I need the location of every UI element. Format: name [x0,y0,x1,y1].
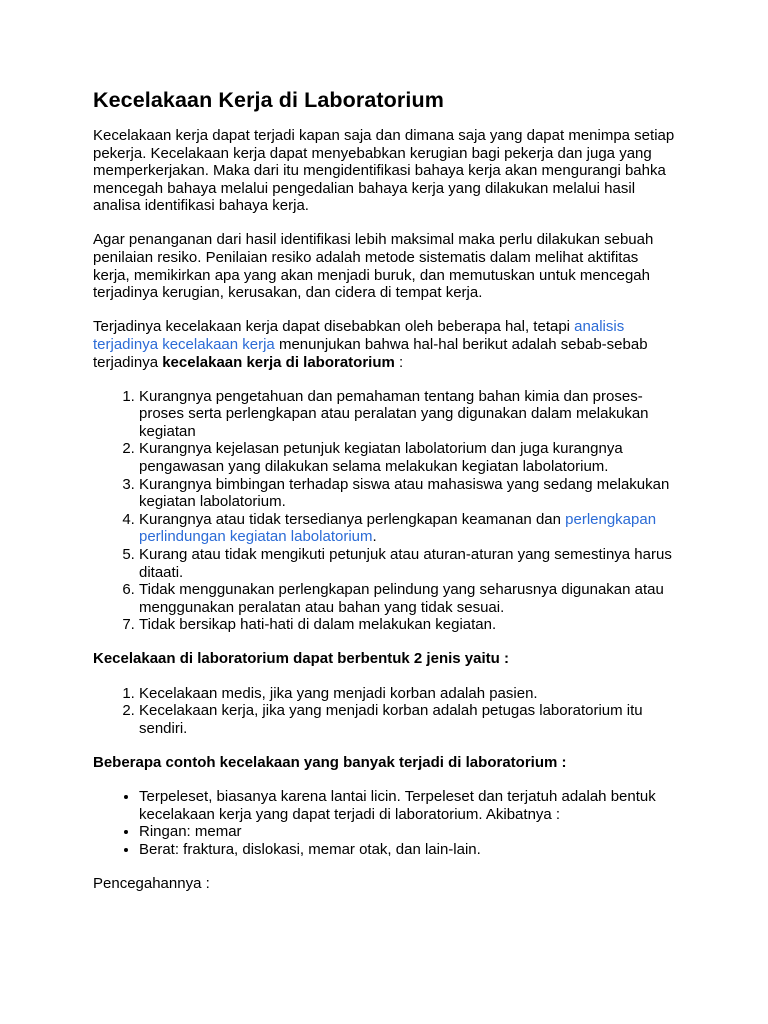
prevention-label: Pencegahannya : [93,874,210,892]
list-item: • Ringan: memar [139,823,678,841]
list-item-end: . [372,528,377,546]
examples-list [93,788,678,858]
list-item: 2. Kecelakaan kerja, jika yang menjadi korban adalah petugas laboratorium itu sendiri. [139,702,678,737]
causes-intro-bold: kecelakaan kerja di laboratorium [162,353,395,371]
types-list [93,685,678,738]
accident-analysis-link[interactable]: analisis terjadinya kecelakaan kerja [93,318,625,353]
list-item: 3. Kurangnya bimbingan terhadap siswa atau mahasiswa yang sedang melakukan kegiatan labolatorium. [139,476,678,511]
intro-paragraph: Kecelakaan kerja dapat terjadi kapan saja dan dimana saja yang dapat menimpa setiap pekerja. Kecelakaan kerja dapat menyebabkan kerugian bagi pekerja dan juga yang memperkerjakan. Maka dari itu mengidentifikasi bahaya kerja akan mengurangi bahka mencegah bahaya melalui pengedalian bahaya kerja yang dilakukan melalui hasil analisa identifikasi bahaya kerja. [93,127,675,215]
list-item: 2. Kurangnya kejelasan petunjuk kegiatan labolatorium dan juga kurangnya pengawasan yang dilakukan selama melakukan kegiatan labolatorium. [139,440,678,475]
causes-intro-paragraph [93,318,678,371]
protective-equipment-link[interactable]: perlengkapan perlindungan kegiatan labolatorium [139,510,657,546]
causes-intro-end: : [394,353,404,371]
causes-list [93,388,678,634]
document-body [93,127,678,909]
types-heading: Kecelakaan di laboratorium dapat berbentuk 2 jenis yaitu : [93,650,509,668]
list-item: 1. Kecelakaan medis, jika yang menjadi korban adalah pasien. [139,685,678,703]
examples-heading: Beberapa contoh kecelakaan yang banyak terjadi di laboratorium : [93,753,567,771]
list-item: • Berat: fraktura, dislokasi, memar otak, dan lain-lain. [139,841,678,859]
list-item: 5. Kurang atau tidak mengikuti petunjuk atau aturan-aturan yang semestinya harus ditaati. [139,546,678,581]
list-item: 7. Tidak bersikap hati-hati di dalam melakukan kegiatan. [139,616,678,634]
list-item [139,511,678,546]
list-item: • Terpeleset, biasanya karena lantai licin. Terpeleset dan terjatuh adalah bentuk kecelakaan kerja yang dapat terjadi di laboratorium. Akibatnya : [139,788,678,823]
page-title: Kecelakaan Kerja di Laboratorium [93,88,444,112]
list-item: 1. Kurangnya pengetahuan dan pemahaman tentang bahan kimia dan proses-proses serta perlengkapan atau peralatan yang digunakan dalam melakukan kegiatan [139,388,678,441]
list-item: 6. Tidak menggunakan perlengkapan pelindung yang seharusnya digunakan atau menggunakan peralatan atau bahan yang tidak sesuai. [139,581,678,616]
causes-intro-middle: menunjukan bahwa hal-hal berikut adalah sebab-sebab terjadinya [93,335,648,371]
risk-assessment-paragraph: Agar penanganan dari hasil identifikasi lebih maksimal maka perlu dilakukan sebuah penilaian resiko. Penilaian resiko adalah metode sistematis dalam melihat aktifitas kerja, memikirkan apa yang akan menjadi buruk, dan memutuskan untuk mencegah terjadinya kerugian, kerusakan, dan cidera di tempat kerja. [93,231,654,302]
causes-intro-text: Terjadinya kecelakaan kerja dapat disebabkan oleh beberapa hal, tetapi [93,318,575,336]
list-item-text: Kurangnya atau tidak tersedianya perlengkapan keamanan dan [139,510,566,528]
